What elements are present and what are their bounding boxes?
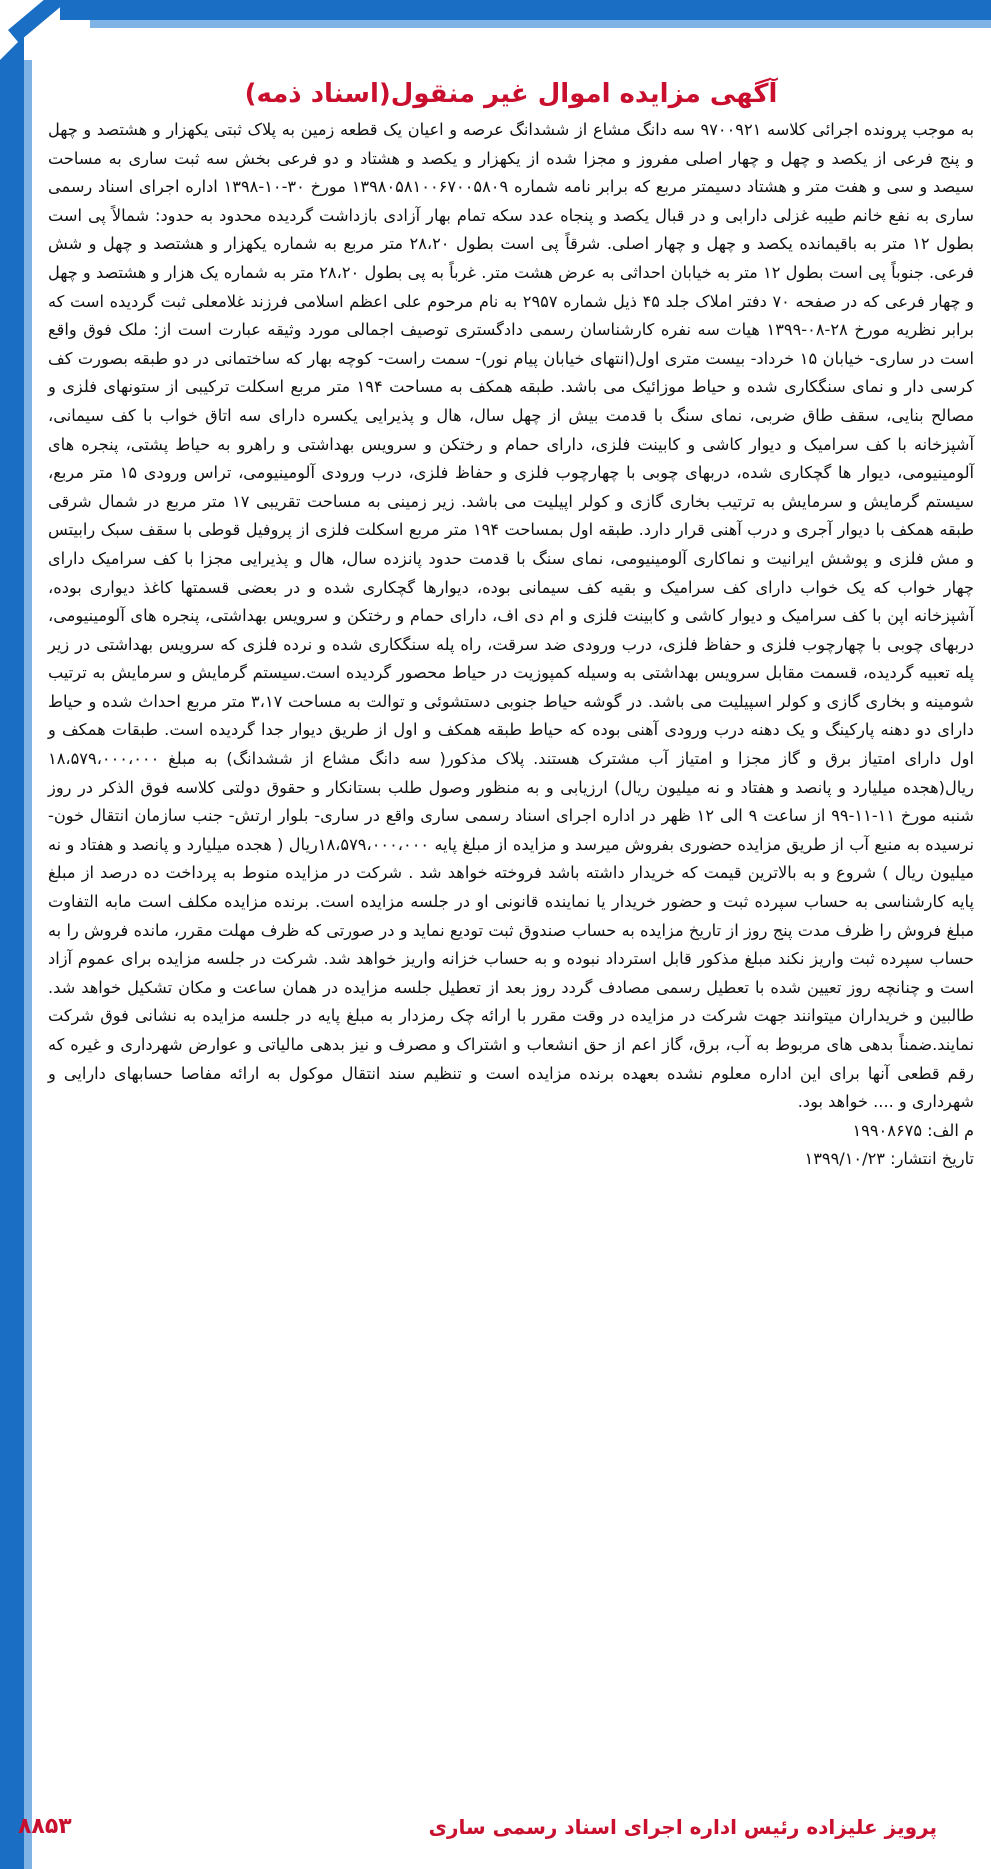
notice-code: ۸۸۵۳ — [18, 1814, 72, 1839]
signature: پرویز علیزاده رئیس اداره اجرای اسناد رسمی ساری — [428, 1815, 937, 1839]
notice-title: آگهی مزایده اموال غیر منقول(اسناد ذمه) — [244, 79, 778, 109]
reference-number: م الف: ۱۹۹۰۸۶۷۵ — [852, 1120, 974, 1140]
frame-border-left — [0, 0, 24, 1869]
frame-border-top-inner — [90, 20, 991, 28]
frame-border-top — [60, 0, 991, 20]
notice-content — [48, 74, 974, 1174]
notice-body: به موجب پرونده اجرائی کلاسه ۹۷۰۰۹۲۱ سه دانگ مشاع از ششدانگ عرصه و اعیان یک قطعه زمین به پلاک ثبتی یکهزار و هشتصد و چهل و پنج فرعی از یکصد و چهل و چهار اصلی مفروز و مجزا شده از یکهزار و یکصد و هشتاد و دو فرعی بخش سه ثبت ساری به مساحت سیصد و سی و هفت متر و هشتاد دسیمتر مربع که برابر نامه شماره ۱۳۹۸۰۵۸۱۰۰۶۷۰۰۵۸۰۹ مورخ ۳۰-۱۰-۱۳۹۸ اداره اجرای اسناد رسمی ساری به نفع خانم طیبه غزلی دارابی و در قبال یکصد و پنجاه عدد سکه تمام بهار آزادی بازداشت گردیده محدود به حدود: شمالاً پی است بطول ۱۲ متر به باقیمانده یکصد و چهل و چهار اصلی. شرقاً پی است بطول ۲۸،۲۰ متر مربع به شماره یکهزار و هشتصد و چهل و شش فرعی. جنوباً پی است بطول ۱۲ متر به خیابان احداثی به عرض هشت متر. غرباً به پی بطول ۲۸،۲۰ متر به شماره یک هزار و هشتصد و چهل و چهار فرعی که در صفحه ۷۰ دفتر املاک جلد ۴۵ ذیل شماره ۲۹۵۷ به نام مرحوم علی اعظم اسلامی فرزند غلامعلی ثبت گردیده است که برابر نظریه مورخ ۲۸-۰۸-۱۳۹۹ هیات سه نفره کارشناسان رسمی دادگستری توصیف اجمالی مورد وثیقه عبارت است از: ملک فوق واقع است در ساری- خیابان ۱۵ خرداد- بیست متری اول(انتهای خیابان پیام نور)- سمت راست- کوچه بهار که ساختمانی در دو طبقه بصورت کف کرسی دار و نمای سنگکاری شده و حیاط موزائیک می باشد. طبقه همکف به مساحت ۱۹۴ متر مربع اسکلت ترکیبی از ستونهای فلزی و مصالح بنایی، سقف طاق ضربی، نمای سنگ با قدمت بیش از چهل سال، هال و پذیرایی یکسره دارای سه اتاق خواب با کف سیمانی، آشپزخانه با کف سرامیک و دیوار کاشی و کابینت فلزی، دارای حمام و رختکن و سرویس بهداشتی و راهرو به حیاط پشتی، پنجره های آلومینیومی، دیوار ها گچکاری شده، دربهای چوبی با چهارچوب فلزی و حفاظ فلزی، درب ورودی آلومینیومی، تراس ورودی ۱۵ متر مربع، سیستم گرمایش و سرمایش به ترتیب بخاری گازی و کولر اپیلیت می باشد. زیر زمینی به مساحت تقریبی ۱۷ متر مربع در شمال شرقی طبقه همکف با دیوار آجری و درب آهنی قرار دارد. طبقه اول بمساحت ۱۹۴ متر مربع اسکلت فلزی از پروفیل قوطی با سقف سبک رابیتس و مش فلزی و پوشش ایرانیت و نماکاری آلومینیومی، نمای سنگ با قدمت حدود پانزده سال، هال و پذیرایی مجزا با کف سرامیک دارای چهار خواب که یک خواب دارای کف سرامیک و بقیه کف سیمانی بوده، دیوارها گچکاری شده و در بعضی قسمتها کاغذ دیواری بوده، آشپزخانه اپن با کف سرامیک و دیوار کاشی و کابینت فلزی و ام دی اف، دارای حمام و رختکن و سرویس بهداشتی، پنجره های آلومینیومی، دربهای چوبی با چهارچوب فلزی و حفاظ فلزی، درب ورودی ضد سرقت، راه پله سنگکاری شده و نرده فلزی که سرویس بهداشتی در زیر پله تعبیه گردیده، قسمت مقابل سرویس بهداشتی به وسیله کمپوزیت در حیاط محصور گردیده است.سیستم گرمایش و سرمایش به ترتیب شومینه و بخاری گازی و کولر اسپیلیت می باشد. در گوشه حیاط جنوبی دستشوئی و توالت به مساحت ۳،۱۷ متر مربع احداث شده و حیاط دارای دو دهنه پارکینگ و یک دهنه درب ورودی آهنی بوده که حیاط طبقه همکف و اول از طریق دیوار جدا گردیده است. طبقات همکف و اول دارای امتیاز برق و گاز مجزا و امتیاز آب مشترک هستند. پلاک مذکور( سه دانگ مشاع از ششدانگ) به مبلغ ۱۸،۵۷۹،۰۰۰،۰۰۰ ریال(هجده میلیارد و پانصد و هفتاد و نه میلیون ریال) ارزیابی و به منظور وصول طلب بستانکار و حقوق دولتی کلاسه فوق الذکر در روز شنبه مورخ ۱۱-۱۱-۹۹ از ساعت ۹ الی ۱۲ ظهر در اداره اجرای اسناد رسمی ساری واقع در ساری- بلوار ارتش- جنب سازمان انتقال خون- نرسیده به منبع آب از طریق مزایده حضوری بفروش میرسد و مزایده از مبلغ پایه ۱۸،۵۷۹،۰۰۰،۰۰۰ریال ( هجده میلیارد و پانصد و هفتاد و نه میلیون ریال ) شروع و به بالاترین قیمت که خریدار داشته باشد فروخته خواهد شد . شرکت در مزایده منوط به پرداخت ده درصد از مبلغ پایه کارشناسی به حساب سپرده ثبت و حضور خریدار یا نماینده قانونی او در جلسه مزایده است. برنده مزایده مکلف است مابه التفاوت مبلغ فروش را ظرف مدت پنج روز از تاریخ مزایده به حساب صندوق ثبت تودیع نماید و در صورتی که ظرف مهلت مقرر، مانده فروش را به حساب سپرده ثبت واریز نکند مبلغ مذکور قابل استرداد نبوده و به حساب خزانه واریز خواهد شد. شرکت در جلسه مزایده برای عموم آزاد است و چنانچه روز تعیین شده با تعطیل رسمی مصادف گردد روز بعد از تعطیل جلسه مزایده در همان ساعت و مکان تشکیل خواهد شد. طالبین و خریداران میتوانند جهت شرکت در مزایده در وقت مقرر با ارائه چک رمزدار به مبلغ پایه در جلسه مزایده به نشانی فوق شرکت نمایند.ضمناً بدهی های مربوط به آب، برق، گاز اعم از حق انشعاب و اشتراک و مصرف و نیز بدهی مالیاتی و عوارض شهرداری و غیره که رقم قطعی آنها برای این اداره معلوم نشده بعهده برنده مزایده است و تنظیم سند انتقال موکول به ارائه مفاصا حسابهای دارایی و شهرداری و .... خواهد بود. — [48, 120, 975, 1112]
publish-date: تاریخ انتشار: ۱۳۹۹/۱۰/۲۳ — [804, 1149, 974, 1169]
frame-border-left-inner — [24, 60, 32, 1869]
